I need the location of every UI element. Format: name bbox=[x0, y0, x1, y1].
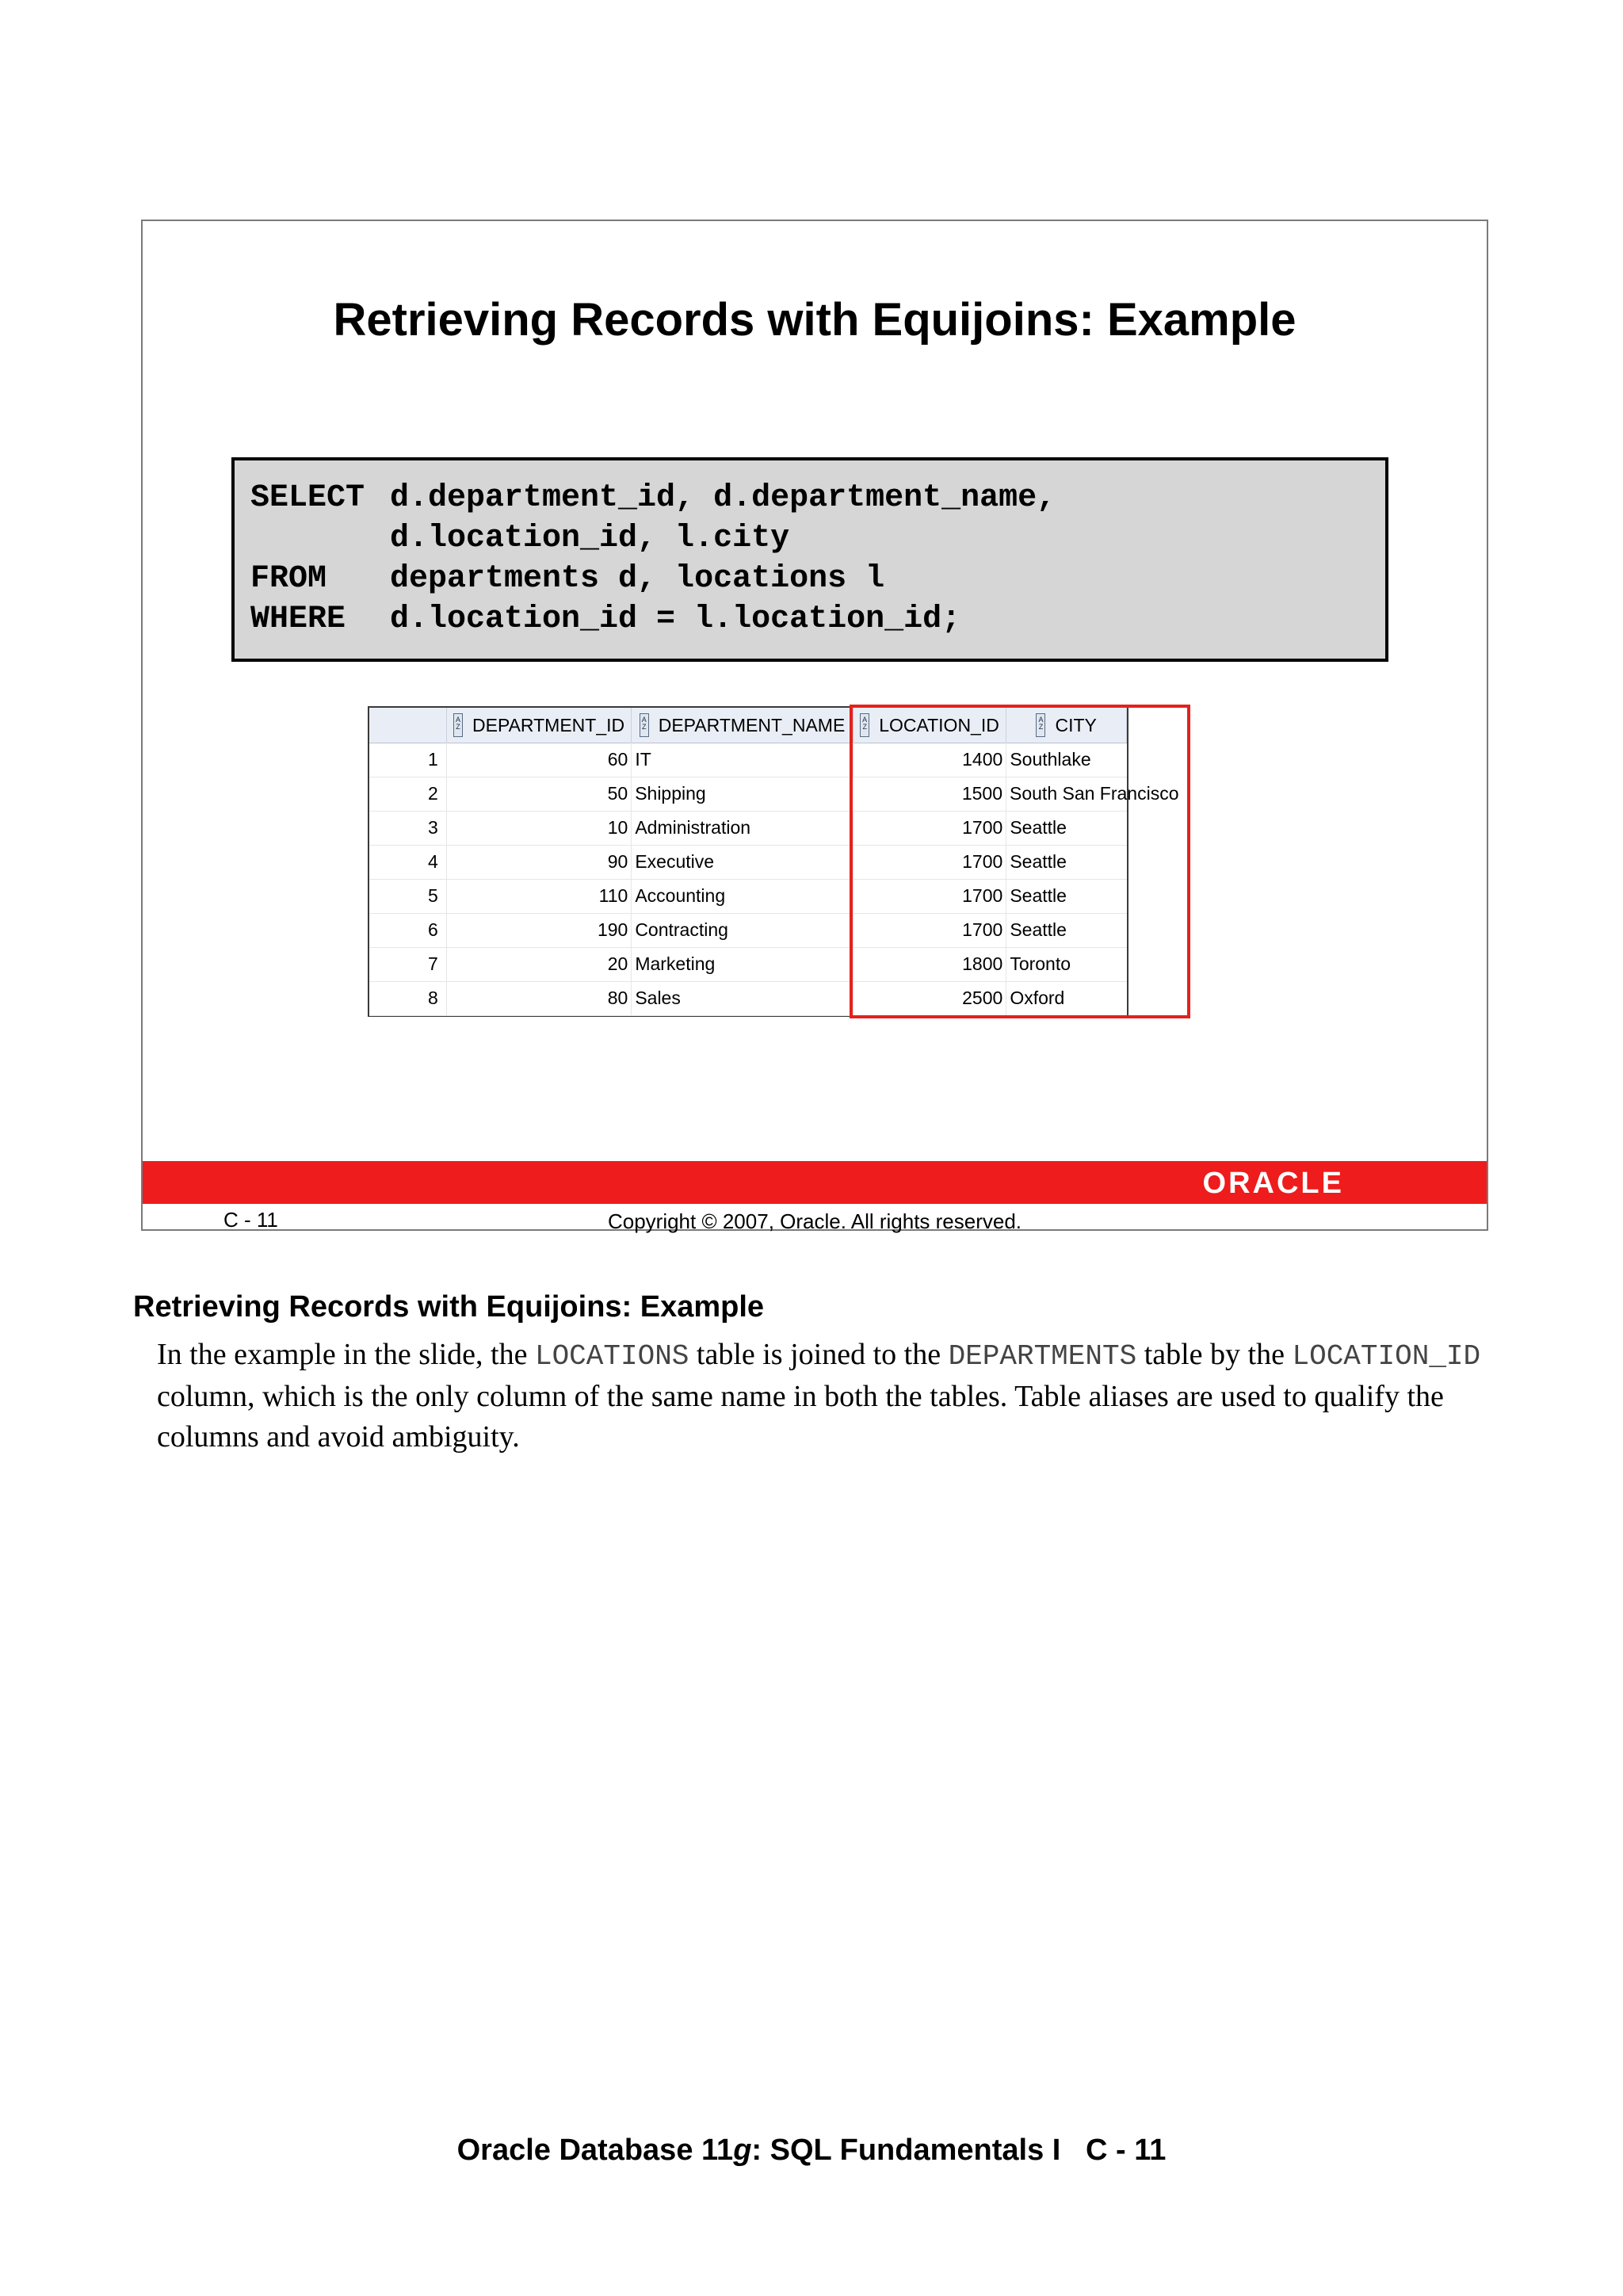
cell-city[interactable]: Seattle bbox=[1010, 817, 1067, 838]
cell-location-id[interactable]: 1700 bbox=[854, 879, 1007, 913]
notes-paragraph: In the example in the slide, the LOCATIONS table is joined to the DEPARTMENTS table by the LOCATION_ID column, which is the only column of the same name in both the tables. Table aliases are used to qualify the columns and avoid ambiguity. bbox=[157, 1338, 1481, 1454]
code-line bbox=[250, 559, 1369, 599]
code-line bbox=[250, 478, 1369, 518]
cell-location-id[interactable]: 1800 bbox=[854, 947, 1007, 981]
column-header-city[interactable]: A Z CITY bbox=[1006, 708, 1127, 743]
cell-department-name[interactable]: Accounting bbox=[632, 879, 853, 913]
cell-location-id[interactable]: 1700 bbox=[854, 811, 1007, 845]
cell-department-name[interactable]: Contracting bbox=[632, 913, 853, 947]
rownum-header bbox=[369, 708, 447, 743]
grid-header-row bbox=[369, 708, 1127, 743]
table-row[interactable] bbox=[369, 811, 1127, 846]
row-number[interactable]: 5 bbox=[369, 879, 447, 913]
slide-number: C - 11 bbox=[223, 1208, 278, 1232]
code-term: LOCATION_ID bbox=[1292, 1340, 1481, 1373]
cell-department-name[interactable]: IT bbox=[632, 743, 853, 777]
row-number[interactable]: 6 bbox=[369, 913, 447, 947]
cell-department-id[interactable]: 50 bbox=[447, 777, 632, 811]
slide-title: Retrieving Records with Equijoins: Example bbox=[333, 294, 1296, 346]
code-keyword: WHERE bbox=[250, 602, 346, 637]
table-row[interactable] bbox=[369, 947, 1127, 982]
row-number[interactable]: 1 bbox=[369, 743, 447, 777]
footer-red-bar bbox=[143, 1161, 1487, 1204]
oracle-logo: ORACLE bbox=[1202, 1167, 1344, 1200]
column-header-location-id[interactable]: A Z LOCATION_ID bbox=[854, 708, 1007, 743]
code-text: d.location_id, l.city bbox=[390, 521, 790, 556]
cell-department-name[interactable]: Shipping bbox=[632, 777, 853, 811]
table-row[interactable] bbox=[369, 981, 1127, 1016]
results-grid bbox=[368, 706, 1179, 1017]
row-number[interactable]: 8 bbox=[369, 981, 447, 1015]
code-keyword bbox=[250, 518, 390, 559]
cell-department-id[interactable]: 10 bbox=[447, 811, 632, 845]
cell-department-name[interactable]: Marketing bbox=[632, 947, 853, 981]
page-footer: Oracle Database 11g: SQL Fundamentals I C - 11 bbox=[456, 2134, 1167, 2167]
table-row[interactable] bbox=[369, 845, 1127, 880]
table-row[interactable] bbox=[369, 777, 1179, 812]
cell-city[interactable]: Seattle bbox=[1010, 851, 1067, 872]
cell-department-name[interactable]: Administration bbox=[632, 811, 853, 845]
code-text: departments d, locations l bbox=[390, 561, 885, 597]
cell-department-name[interactable]: Sales bbox=[632, 981, 853, 1015]
cell-city[interactable]: Southlake bbox=[1010, 749, 1091, 770]
slide-frame bbox=[141, 220, 1488, 1231]
notes-heading: Retrieving Records with Equijoins: Example bbox=[133, 1290, 765, 1324]
cell-city[interactable]: Seattle bbox=[1010, 919, 1067, 940]
cell-location-id[interactable]: 1400 bbox=[854, 743, 1007, 777]
cell-city[interactable]: Seattle bbox=[1010, 885, 1067, 906]
code-term: LOCATIONS bbox=[534, 1340, 689, 1373]
cell-location-id[interactable]: 2500 bbox=[854, 981, 1007, 1015]
code-line bbox=[250, 599, 1369, 640]
cell-department-id[interactable]: 60 bbox=[447, 743, 632, 777]
code-text: d.department_id, d.department_name, bbox=[390, 480, 1056, 516]
code-line bbox=[250, 518, 1369, 559]
column-header-department-id[interactable]: A Z DEPARTMENT_ID bbox=[447, 708, 632, 743]
cell-location-id[interactable]: 1700 bbox=[854, 845, 1007, 879]
cell-city[interactable]: Toronto bbox=[1010, 953, 1071, 974]
table-row[interactable] bbox=[369, 879, 1127, 914]
cell-department-id[interactable]: 110 bbox=[447, 879, 632, 913]
sort-icon[interactable]: A Z bbox=[1036, 713, 1045, 737]
sort-icon[interactable]: A Z bbox=[640, 713, 649, 737]
code-keyword: FROM bbox=[250, 561, 327, 597]
code-text: d.location_id = l.location_id; bbox=[390, 602, 961, 637]
cell-city[interactable]: Oxford bbox=[1010, 988, 1065, 1008]
row-number[interactable]: 7 bbox=[369, 947, 447, 981]
copyright-notice: Copyright © 2007, Oracle. All rights reserved. bbox=[607, 1209, 1022, 1233]
cell-location-id[interactable]: 1700 bbox=[854, 913, 1007, 947]
column-header-department-name[interactable]: A Z DEPARTMENT_NAME bbox=[632, 708, 853, 743]
sort-icon[interactable]: A Z bbox=[860, 713, 869, 737]
table-row[interactable] bbox=[369, 743, 1127, 777]
row-number[interactable]: 2 bbox=[369, 777, 447, 811]
code-keyword: SELECT bbox=[250, 480, 365, 516]
table-row[interactable] bbox=[369, 913, 1127, 948]
row-number[interactable]: 3 bbox=[369, 811, 447, 845]
cell-city[interactable]: South San Francisco bbox=[1010, 783, 1179, 804]
cell-department-id[interactable]: 190 bbox=[447, 913, 632, 947]
sort-icon[interactable]: A Z bbox=[453, 713, 463, 737]
row-number[interactable]: 4 bbox=[369, 845, 447, 879]
cell-department-id[interactable]: 20 bbox=[447, 947, 632, 981]
cell-department-id[interactable]: 80 bbox=[447, 981, 632, 1015]
cell-location-id[interactable]: 1500 bbox=[853, 777, 1006, 811]
code-term: DEPARTMENTS bbox=[948, 1340, 1137, 1373]
cell-department-id[interactable]: 90 bbox=[447, 845, 632, 879]
sql-code-box bbox=[231, 457, 1388, 662]
cell-department-name[interactable]: Executive bbox=[632, 845, 853, 879]
